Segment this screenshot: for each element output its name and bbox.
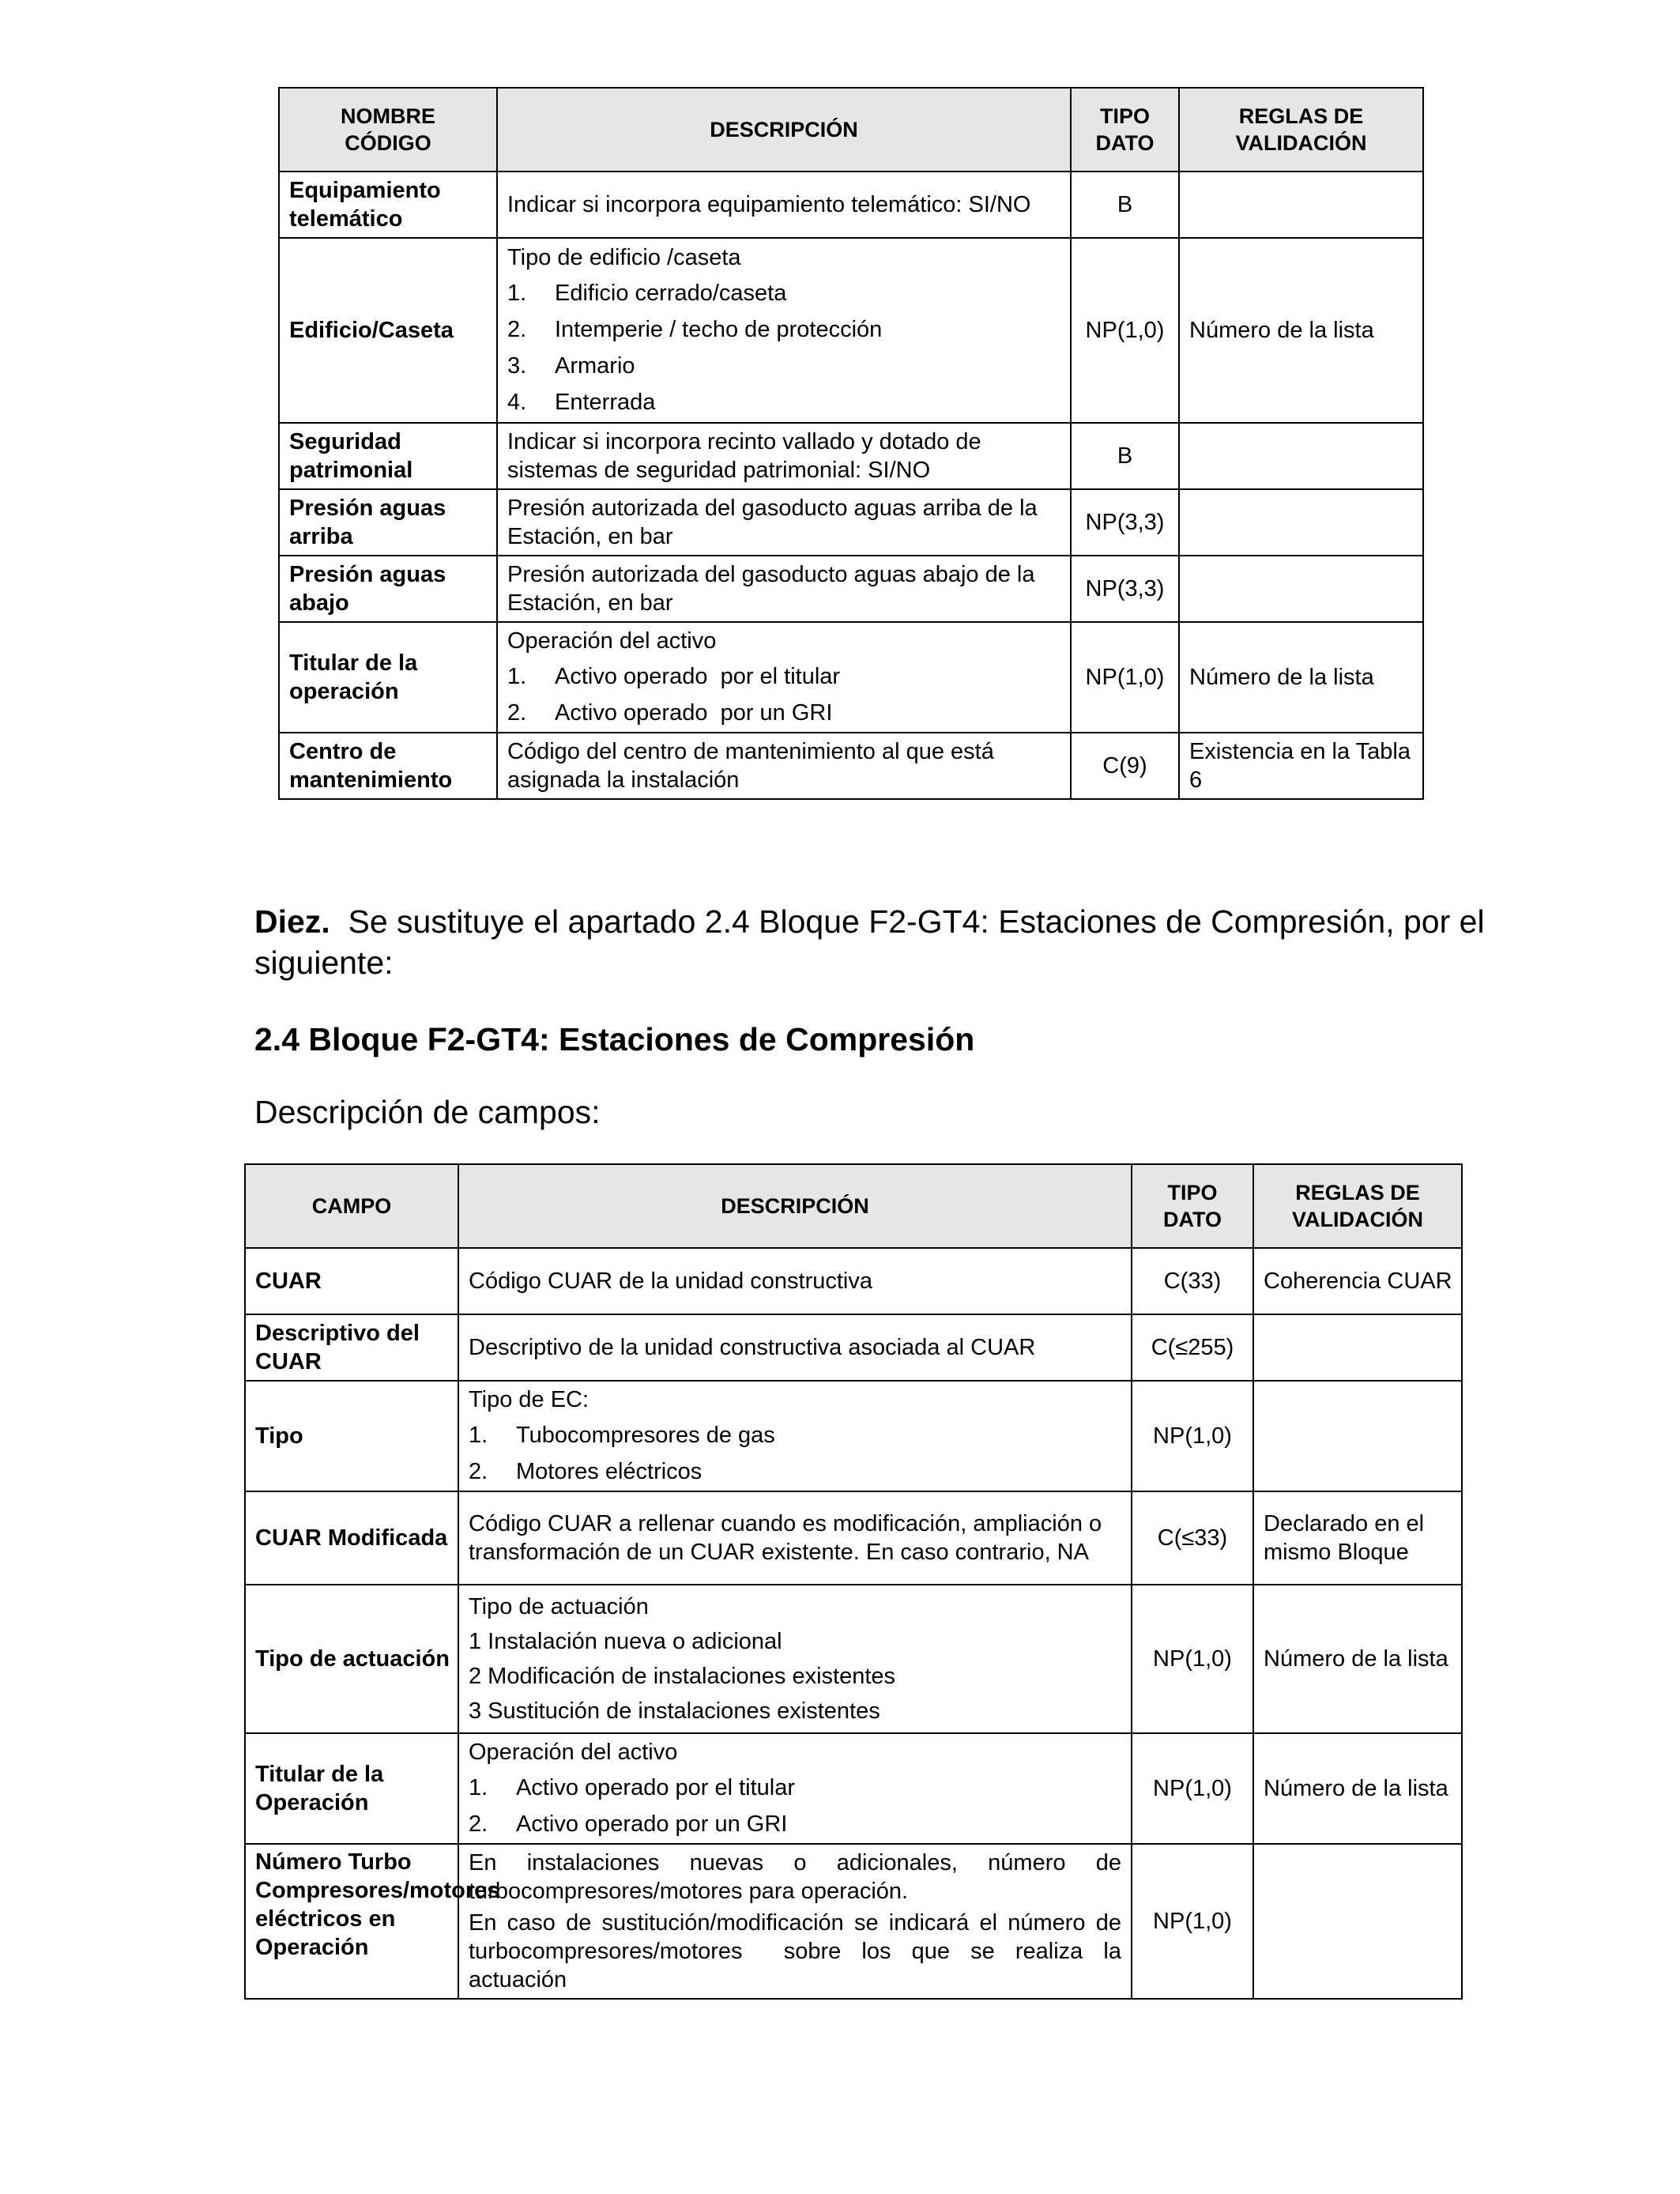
row-rule: Número de la lista — [1253, 1733, 1462, 1844]
row-description — [458, 1585, 1132, 1733]
option-intro: Operación del activo — [469, 1740, 678, 1765]
row-type: NP(1,0) — [1071, 622, 1179, 733]
row-name: Tipo — [245, 1381, 458, 1491]
row-type: NP(1,0) — [1071, 238, 1179, 423]
row-rule — [1253, 1381, 1462, 1491]
list-item: 3 Sustitución de instalaciones existentes — [469, 1698, 880, 1724]
row-name: Descriptivo del CUAR — [245, 1314, 458, 1381]
description-paragraph: En caso de sustitución/modificación se indicará el número de turbocompresores/motores sobre los que se realiza la actuación — [469, 1910, 1128, 1992]
row-rule — [1253, 1314, 1462, 1381]
table-row — [279, 489, 1423, 556]
table-row — [245, 1314, 1462, 1381]
row-rule: Número de la lista — [1179, 238, 1423, 423]
list-item: 1. Activo operado por el titular — [469, 1775, 796, 1800]
row-type: B — [1071, 172, 1179, 238]
option-intro: Tipo de EC: — [469, 1387, 590, 1412]
row-type: NP(3,3) — [1071, 556, 1179, 622]
paragraph-lead: Diez. — [254, 903, 330, 940]
option-intro: Operación del activo — [507, 628, 717, 654]
row-description — [458, 1381, 1132, 1491]
header-reglas-validacion: REGLAS DE VALIDACIÓN — [1253, 1164, 1462, 1248]
header-tipo-dato: TIPO DATO — [1132, 1164, 1253, 1248]
row-type: C(33) — [1132, 1248, 1253, 1314]
row-name: Seguridad patrimonial — [279, 423, 497, 489]
table-header-row — [245, 1164, 1462, 1248]
list-item: 2 Modificación de instalaciones existentes — [469, 1664, 896, 1689]
row-name: CUAR Modificada — [245, 1491, 458, 1585]
row-type: B — [1071, 423, 1179, 489]
row-name: Presión aguas abajo — [279, 556, 497, 622]
row-name: CUAR — [245, 1248, 458, 1314]
row-description: Presión autorizada del gasoducto aguas arriba de la Estación, en bar — [497, 489, 1071, 556]
table-row — [279, 556, 1423, 622]
option-intro: Tipo de edificio /caseta — [507, 245, 741, 270]
list-item: 3. Armario — [507, 353, 635, 379]
row-name: Titular de la operación — [279, 622, 497, 733]
table-row — [245, 1733, 1462, 1844]
header-reglas-validacion: REGLAS DE VALIDACIÓN — [1179, 88, 1423, 172]
row-description: Código CUAR a rellenar cuando es modificación, ampliación o transformación de un CUAR existente. En caso contrario, NA — [458, 1491, 1132, 1585]
row-type: C(≤33) — [1132, 1491, 1253, 1585]
row-name: Tipo de actuación — [245, 1585, 458, 1733]
header-nombre-codigo: NOMBRE CÓDIGO — [279, 88, 497, 172]
row-name: Número Turbo Compresores/motores eléctricos en Operación — [245, 1844, 458, 1999]
row-description: Presión autorizada del gasoducto aguas abajo de la Estación, en bar — [497, 556, 1071, 622]
row-rule — [1179, 172, 1423, 238]
list-item: 1 Instalación nueva o adicional — [469, 1629, 782, 1654]
row-type: NP(3,3) — [1071, 489, 1179, 556]
paragraph-text: Se sustituye el apartado 2.4 Bloque F2-GT4: Estaciones de Compresión, por el siguiente: — [254, 903, 1494, 981]
row-description: Código del centro de mantenimiento al que está asignada la instalación — [497, 733, 1071, 799]
table-header-row — [279, 88, 1423, 172]
row-name: Centro de mantenimiento — [279, 733, 497, 799]
row-description: Descriptivo de la unidad constructiva asociada al CUAR — [458, 1314, 1132, 1381]
row-description — [497, 622, 1071, 733]
list-item: 2. Activo operado por un GRI — [469, 1811, 788, 1837]
list-item: 4. Enterrada — [507, 390, 656, 415]
row-type: NP(1,0) — [1132, 1585, 1253, 1733]
row-type: C(9) — [1071, 733, 1179, 799]
section-heading: 2.4 Bloque F2-GT4: Estaciones de Compresión — [254, 1021, 975, 1057]
row-rule: Existencia en la Tabla 6 — [1179, 733, 1423, 799]
row-name: Edificio/Caseta — [279, 238, 497, 423]
list-item: 1. Edificio cerrado/caseta — [507, 281, 787, 306]
row-description: Código CUAR de la unidad constructiva — [458, 1248, 1132, 1314]
row-rule — [1179, 423, 1423, 489]
row-type: NP(1,0) — [1132, 1733, 1253, 1844]
row-name: Equipamiento telemático — [279, 172, 497, 238]
row-rule: Coherencia CUAR — [1253, 1248, 1462, 1314]
list-item: 2. Motores eléctricos — [469, 1459, 703, 1484]
row-description — [458, 1844, 1132, 1999]
table-row — [245, 1248, 1462, 1314]
header-campo: CAMPO — [245, 1164, 458, 1248]
section-subheading: Descripción de campos: — [254, 1094, 601, 1130]
table-row — [245, 1381, 1462, 1491]
table-compression-stations — [244, 1163, 1463, 2000]
row-description — [497, 238, 1071, 423]
table-row — [245, 1491, 1462, 1585]
header-descripcion: DESCRIPCIÓN — [497, 88, 1071, 172]
table-row — [279, 733, 1423, 799]
table-row — [279, 622, 1423, 733]
list-item: 1. Tubocompresores de gas — [469, 1423, 775, 1448]
header-descripcion: DESCRIPCIÓN — [458, 1164, 1132, 1248]
header-tipo-dato: TIPO DATO — [1071, 88, 1179, 172]
table-row — [245, 1585, 1462, 1733]
table-row — [245, 1844, 1462, 1999]
option-intro: Tipo de actuación — [469, 1594, 649, 1619]
row-name: Presión aguas arriba — [279, 489, 497, 556]
list-item: 2. Intemperie / techo de protección — [507, 317, 883, 342]
amendment-paragraph — [254, 901, 1494, 983]
row-type: C(≤255) — [1132, 1314, 1253, 1381]
list-item: 2. Activo operado por un GRI — [507, 700, 833, 726]
row-rule — [1179, 489, 1423, 556]
row-description: Indicar si incorpora recinto vallado y dotado de sistemas de seguridad patrimonial: SI/NO — [497, 423, 1071, 489]
row-name: Titular de la Operación — [245, 1733, 458, 1844]
row-description — [458, 1733, 1132, 1844]
row-rule: Número de la lista — [1253, 1585, 1462, 1733]
row-type: NP(1,0) — [1132, 1381, 1253, 1491]
row-rule — [1253, 1844, 1462, 1999]
row-type: NP(1,0) — [1132, 1844, 1253, 1999]
table-equipment — [278, 87, 1424, 800]
table-row — [279, 423, 1423, 489]
table-row — [279, 238, 1423, 423]
description-paragraph: En instalaciones nuevas o adicionales, número de turbocompresores/motores para operación. — [469, 1850, 1121, 1904]
row-rule: Número de la lista — [1179, 622, 1423, 733]
table-row — [279, 172, 1423, 238]
list-item: 1. Activo operado por el titular — [507, 664, 841, 689]
row-rule: Declarado en el mismo Bloque — [1253, 1491, 1462, 1585]
row-description: Indicar si incorpora equipamiento telemático: SI/NO — [497, 172, 1071, 238]
row-rule — [1179, 556, 1423, 622]
